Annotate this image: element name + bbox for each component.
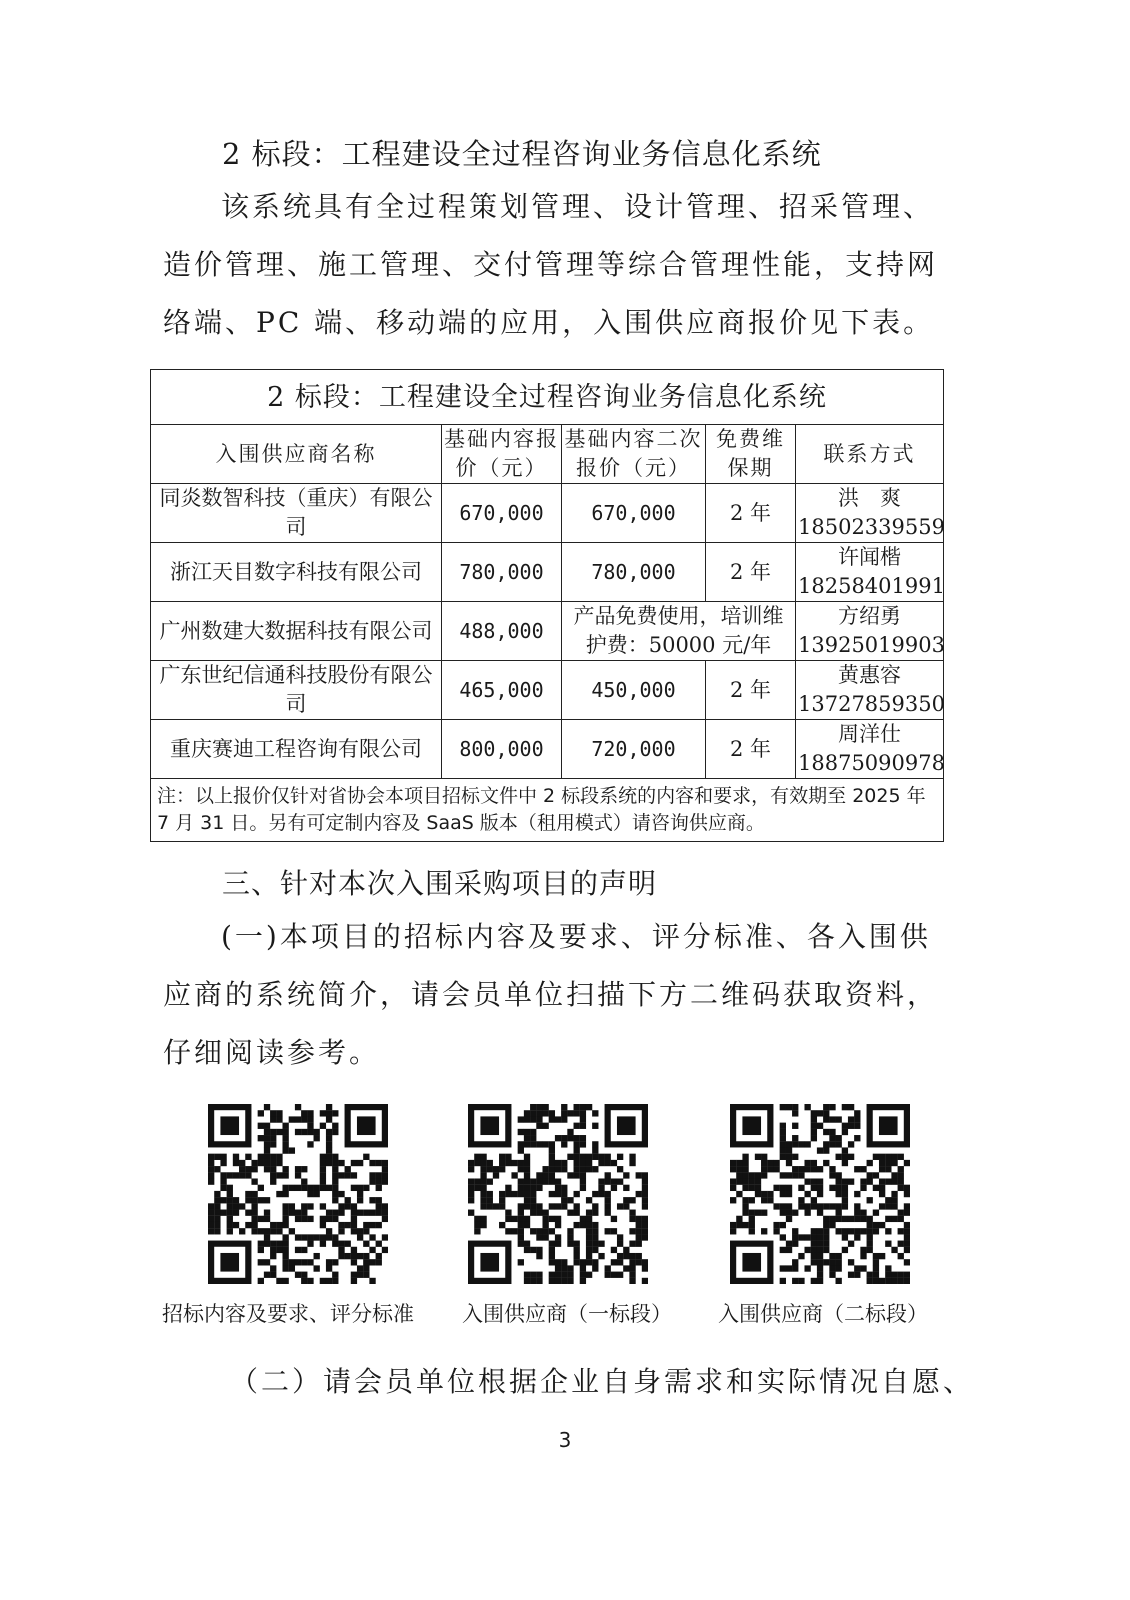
contact-phone: 18258401991 <box>798 574 945 598</box>
qr-code-lot1[interactable] <box>468 1104 648 1284</box>
page-number: 3 <box>558 1428 572 1452</box>
intro-paragraph-text: 该系统具有全过程策划管理、设计管理、招采管理、造价管理、施工管理、交付管理等综合管理性能，支持网络端、PC 端、移动端的应用，入围供应商报价见下表。 <box>163 190 939 339</box>
header-second-price: 基础内容二次报价（元） <box>562 425 706 484</box>
base-price: 780,000 <box>442 543 562 602</box>
para-one-text: (一)本项目的招标内容及要求、评分标准、各入围供应商的系统简介，请会员单位扫描下方二维码获取资料，仔细阅读参考。 <box>163 920 939 1069</box>
table-row <box>151 543 944 602</box>
base-price: 800,000 <box>442 720 562 779</box>
warranty: 2 年 <box>706 484 796 543</box>
supplier-name: 浙江天目数字科技有限公司 <box>151 543 442 602</box>
qr-caption: 招标内容及要求、评分标准 <box>162 1302 414 1326</box>
warranty: 2 年 <box>706 720 796 779</box>
contact-name: 许闻楷 <box>838 545 901 569</box>
supplier-name: 广州数建大数据科技有限公司 <box>151 602 442 661</box>
contact-name: 洪 爽 <box>838 486 901 510</box>
second-price: 720,000 <box>562 720 706 779</box>
header-warranty: 免费维保期 <box>706 425 796 484</box>
table-title: 2 标段：工程建设全过程咨询业务信息化系统 <box>151 370 944 425</box>
table-row <box>151 661 944 720</box>
contact-phone: 13727859350 <box>798 692 945 716</box>
table-row <box>151 602 944 661</box>
second-price: 450,000 <box>562 661 706 720</box>
qr-code-lot2[interactable] <box>730 1104 910 1284</box>
qr-code-icon <box>730 1104 910 1284</box>
warranty: 2 年 <box>706 661 796 720</box>
section-title: 2 标段：工程建设全过程咨询业务信息化系统 <box>222 137 822 171</box>
qr-code-tender[interactable] <box>208 1104 388 1284</box>
contact <box>796 602 944 661</box>
contact <box>796 543 944 602</box>
quote-table <box>150 369 944 842</box>
table-note: 注：以上报价仅针对省协会本项目招标文件中 2 标段系统的内容和要求，有效期至 2025 年 7 月 31 日。另有可定制内容及 SaaS 版本（租用模式）请咨询供应商。 <box>151 779 944 842</box>
contact <box>796 720 944 779</box>
contact-name: 黄惠容 <box>838 663 901 687</box>
second-price: 670,000 <box>562 484 706 543</box>
qr-caption: 入围供应商（一标段） <box>462 1302 672 1326</box>
header-contact: 联系方式 <box>796 425 944 484</box>
second-price-free-use: 产品免费使用，培训维护费：50000 元/年 <box>562 602 796 661</box>
table-row <box>151 720 944 779</box>
contact-phone: 18502339559 <box>798 515 945 539</box>
base-price: 670,000 <box>442 484 562 543</box>
table-header-row <box>151 425 944 484</box>
contact-name: 方绍勇 <box>838 604 901 628</box>
contact <box>796 661 944 720</box>
contact-phone: 13925019903 <box>798 633 945 657</box>
para-two: （二）请会员单位根据企业自身需求和实际情况自愿、 <box>230 1365 975 1398</box>
qr-caption: 入围供应商（二标段） <box>718 1302 928 1326</box>
qr-code-icon <box>208 1104 388 1284</box>
supplier-name: 广东世纪信通科技股份有限公司 <box>151 661 442 720</box>
para-one <box>163 908 953 1082</box>
header-base-price: 基础内容报价（元） <box>442 425 562 484</box>
intro-paragraph <box>163 178 953 352</box>
base-price: 465,000 <box>442 661 562 720</box>
contact-name: 周洋仕 <box>838 722 901 746</box>
supplier-name: 重庆赛迪工程咨询有限公司 <box>151 720 442 779</box>
section3-title: 三、针对本次入围采购项目的声明 <box>222 867 658 900</box>
qr-code-icon <box>468 1104 648 1284</box>
base-price: 488,000 <box>442 602 562 661</box>
table-row <box>151 484 944 543</box>
second-price: 780,000 <box>562 543 706 602</box>
warranty: 2 年 <box>706 543 796 602</box>
header-name: 入围供应商名称 <box>151 425 442 484</box>
supplier-name: 同炎数智科技（重庆）有限公司 <box>151 484 442 543</box>
contact-phone: 18875090978 <box>798 751 945 775</box>
contact <box>796 484 944 543</box>
